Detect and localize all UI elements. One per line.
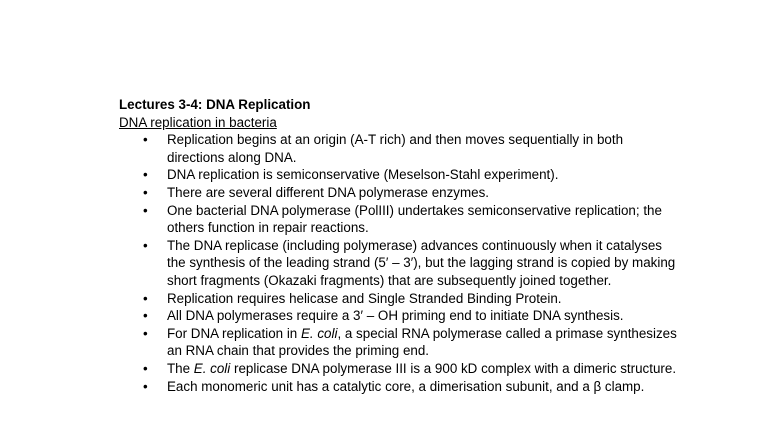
bullet-marker: • (143, 202, 148, 218)
bullet-marker: • (143, 132, 148, 148)
bullet-marker: • (143, 237, 148, 253)
bullet-list (119, 131, 679, 395)
species-name: E. coli (300, 325, 338, 341)
bullet-item (119, 360, 679, 378)
page-title: Lectures 3-4: DNA Replication (119, 97, 311, 112)
bullet-marker: • (143, 308, 148, 324)
bullet-text: Replication begins at an origin (A-T rich) and then moves sequentially in both directions along DNA. (167, 132, 624, 165)
bullet-marker: • (143, 290, 148, 306)
bullet-text: There are several different DNA polymerase enzymes. (167, 184, 490, 200)
bullet-marker: • (143, 360, 148, 376)
section-heading: DNA replication in bacteria (119, 114, 277, 130)
bullet-item (119, 202, 679, 237)
bullet-item (119, 325, 679, 360)
bullet-text: Replication requires helicase and Single Stranded Binding Protein. (167, 290, 562, 306)
bullet-text: , a special RNA polymerase called a primase synthesizes an RNA chain that provides the priming end. (167, 325, 677, 359)
bullet-marker: • (143, 325, 148, 341)
bullet-item (119, 184, 679, 202)
bullet-marker: • (143, 378, 148, 394)
bullet-text: One bacterial DNA polymerase (PolIII) undertakes semiconservative replication; the others function in repair reactions. (167, 202, 662, 236)
bullet-item (119, 237, 679, 290)
species-name: E. coli (193, 360, 231, 376)
bullet-text: The (167, 360, 194, 376)
bullet-item (119, 290, 679, 308)
bullet-text: DNA replication is semiconservative (Meselson-Stahl experiment). (167, 167, 559, 183)
bullet-text: All DNA polymerases require a 3′ – OH priming end to initiate DNA synthesis. (167, 308, 624, 324)
bullet-text: The DNA replicase (including polymerase) advances continuously when it catalyses the synthesis of the leading strand (5′ – 3′), but the lagging strand is copied by making short fragments (Okazaki fragments) that are subsequently joined together. (167, 237, 676, 288)
bullet-item (119, 307, 679, 325)
lecture-notes (119, 96, 679, 395)
bullet-item (119, 378, 679, 396)
bullet-item (119, 131, 679, 166)
bullet-text: replicase DNA polymerase III is a 900 kD complex with a dimeric structure. (230, 360, 677, 376)
bullet-marker: • (143, 184, 148, 200)
bullet-text: Each monomeric unit has a catalytic core, a dimerisation subunit, and a β clamp. (167, 378, 645, 394)
bullet-marker: • (143, 167, 148, 183)
bullet-item (119, 166, 679, 184)
bullet-text: For DNA replication in (167, 325, 301, 341)
